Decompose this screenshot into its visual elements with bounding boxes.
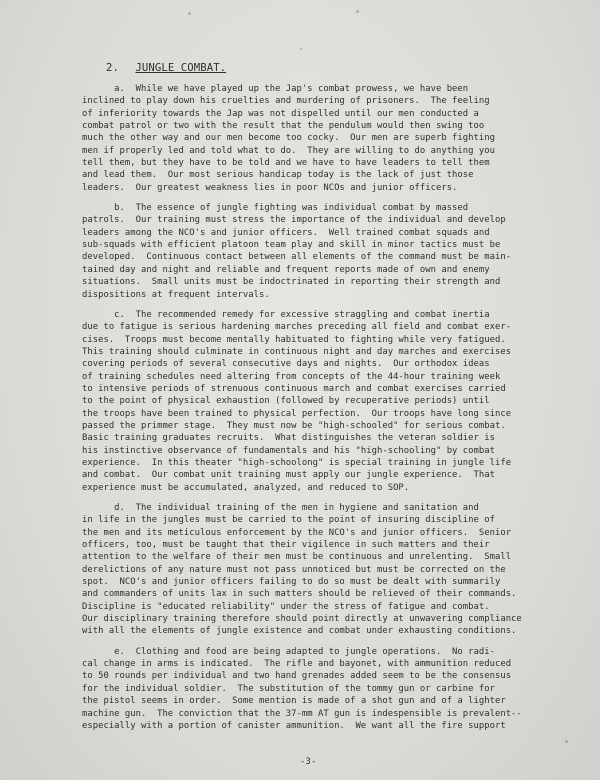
text-line: the men and its meticulous enforcement by the NCO's and junior officers. Senior [82,527,512,538]
paper-speck [300,48,302,50]
text-line: b. The essence of jungle fighting was individual combat by massed [82,203,469,214]
text-line: Our disciplinary training therefore should point directly at unwavering compliance [82,614,522,625]
paper-speck [188,12,191,15]
paragraph-d [82,502,576,638]
text-line: to intensive periods of strenuous continuous march and combat exercises carried [82,383,506,394]
text-line: with all the elements of jungle existence and combat under exhausting conditions. [82,626,517,637]
paragraph-a [82,83,576,194]
text-line: in life in the jungles must be carried to the point of insuring discipline of [82,515,495,526]
text-line: passed the primmer stage. They must now be "high-schooled" for serious combat. [82,420,506,431]
text-line: the troops have been trained to physical perfection. Our troops have long since [82,408,512,419]
text-line: and combat. Our combat unit training must apply our jungle experience. That [82,470,495,481]
section-heading [106,62,576,75]
text-line: patrols. Our training must stress the importance of the individual and develop [82,215,506,226]
text-line: officers, too, must be taught that their vigilence in such matters and their [82,540,490,551]
text-line: experience must be accumulated, analyzed, and reduced to SOP. [82,482,410,493]
text-line: tell them, but they have to be told and we have to have leaders to tell them [82,158,490,169]
text-line: c. The recommended remedy for excessive straggling and combat inertia [82,309,490,320]
body-text [82,83,576,732]
text-line: developed. Continuous contact between all elements of the command must be main- [82,252,512,263]
paragraph-b [82,202,576,301]
text-line: attention to the welfare of their men must be continuous and unrelenting. Small [82,552,512,563]
text-line: sub-squads with efficient platoon team play and skill in minor tactics must be [82,240,501,251]
text-line: and commanders of units lax in such matters should be relieved of their commands. [82,589,517,600]
text-line: covering periods of several consecutive days and nights. Our orthodox ideas [82,359,490,370]
text-line: spot. NCO's and junior officers failing to do so must be dealt with summarily [82,577,501,588]
text-line: the pistol seems in order. Some mention is made of a shot gun and of a lighter [82,696,506,707]
text-line: much the other way and our men become too cocky. Our men are superb fighting [82,133,495,144]
text-line: his instinctive observance of fundamentals and his "high-schooling" by combat [82,445,495,456]
text-line: combat patrol or two with the result that the pendulum would then swing too [82,121,485,132]
text-line: especially with a portion of canister ammunition. We want all the fire support [82,720,506,731]
text-line: of inferiority towards the Jap was not dispelled until our men conducted a [82,108,479,119]
text-line: a. While we have played up the Jap's combat prowess, we have been [82,84,469,94]
paragraph-c [82,309,576,494]
text-line: due to fatigue is serious hardening marches preceding all field and combat exer- [82,322,512,333]
text-line: derelictions of any nature must not pass unnoticed but must be corrected on the [82,564,506,575]
text-line: and lead them. Our most serious handicap today is the lack of just those [82,170,474,181]
text-line: leaders among the NCO's and junior officers. Well trained combat squads and [82,227,490,238]
paper-speck [356,10,359,13]
text-line: Discipline is "educated reliability" under the stress of fatigue and combat. [82,601,490,612]
text-line: of training schedules need altering from concepts of the 44-hour training week [82,371,501,382]
text-line: leaders. Our greatest weakness lies in poor NCOs and junior officers. [82,182,458,193]
text-line: situations. Small units must be indoctrinated in reporting their strength and [82,277,501,288]
text-line: dispositions at frequent intervals. [82,289,270,300]
paper-speck [565,740,568,743]
section-number: 2. [106,62,119,74]
section-title: JUNGLE COMBAT. [135,62,227,74]
text-line: d. The individual training of the men in hygiene and sanitation and [82,503,479,513]
text-line: e. Clothing and food are being adapted to jungle operations. No radi- [82,646,495,657]
text-line: tained day and night and reliable and frequent reports made of own and enemy [82,264,490,275]
text-line: experience. In this theater "high-schoolong" is special training in jungle life [82,457,512,468]
text-line: This training should culminate in continuous night and day marches and exercises [82,346,512,357]
text-line: to the point of physical exhaustion (followed by recuperative periods) until [82,396,490,407]
text-line: inclined to play down his cruelties and murdering of prisoners. The feeling [82,96,490,107]
text-line: cal change in arms is indicated. The rifle and bayonet, with ammunition reduced [82,659,512,670]
paragraph-e [82,646,576,732]
text-line: men if properly led and told what to do. They are willing to do anything you [82,145,495,156]
text-line: Basic training graduates recruits. What distinguishes the veteran soldier is [82,433,495,444]
text-line: cises. Troops must become mentally habituated to fighting while very fatigued. [82,334,506,345]
text-line: to 50 rounds per individual and two hand grenades added seem to be the consensus [82,671,512,682]
text-line: machine gun. The conviction that the 37-mm AT gun is indespensible is prevalent-- [82,708,522,719]
page-number: -3- [300,757,317,767]
text-line: for the individual soldier. The substitution of the tommy gun or carbine for [82,683,495,694]
